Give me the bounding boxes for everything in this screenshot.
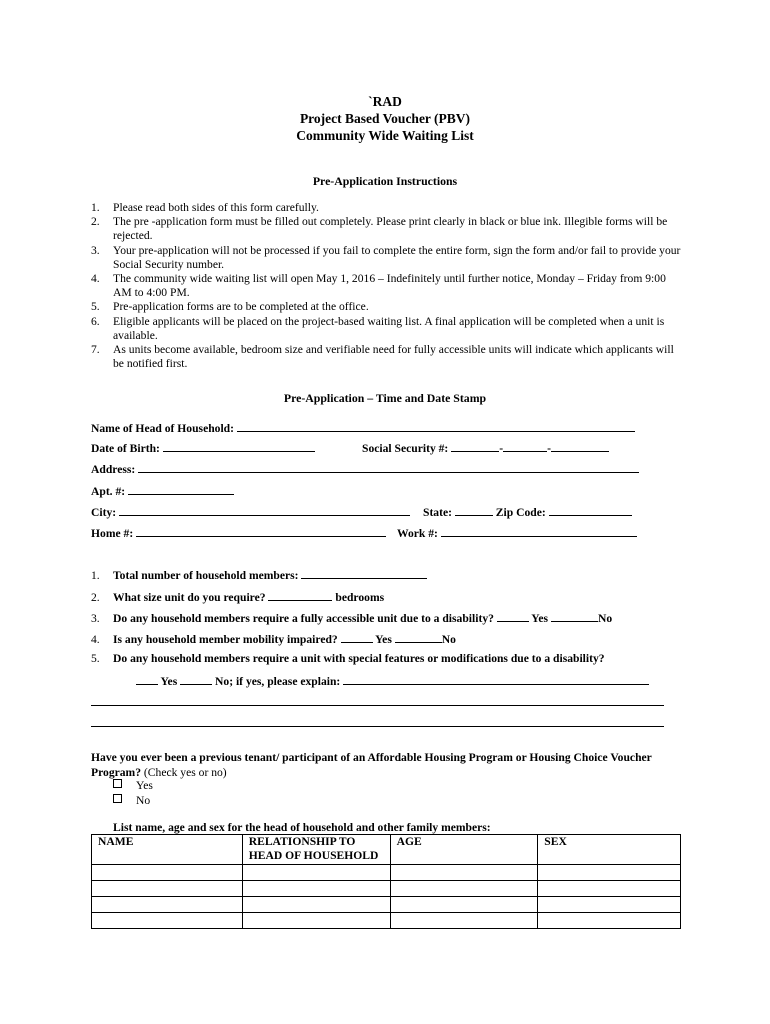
state-zip-row	[423, 504, 632, 519]
work-row	[397, 525, 637, 540]
state-field[interactable]	[455, 504, 493, 516]
instruction-num: 7.	[91, 343, 100, 357]
header-line-2: Project Based Voucher (PBV)	[299, 111, 471, 126]
apt-label: Apt. #:	[91, 485, 126, 498]
table-cell[interactable]	[390, 865, 538, 881]
question-5	[91, 652, 605, 665]
column-header: NAME	[92, 835, 243, 865]
mobility-yes-field[interactable]	[341, 631, 373, 643]
question-text: Do any household members require a fully accessible unit due to a disability?	[113, 612, 494, 625]
table-cell[interactable]	[390, 881, 538, 897]
home-row	[91, 525, 386, 540]
instruction-num: 4.	[91, 272, 100, 286]
ssn-field-3[interactable]	[551, 440, 609, 452]
previous-tenant-note: (Check yes or no)	[143, 765, 227, 779]
question-num: 4.	[91, 633, 100, 646]
city-field[interactable]	[119, 504, 410, 516]
table-row	[92, 865, 681, 881]
instruction-num: 1.	[91, 201, 100, 214]
column-header: AGE	[390, 835, 538, 865]
accessible-no-field[interactable]	[551, 610, 598, 622]
ssn-dash: -	[547, 442, 551, 455]
checkbox-icon[interactable]	[113, 779, 122, 788]
head-of-household-field[interactable]	[237, 420, 635, 432]
instruction-num: 2.	[91, 215, 100, 229]
table-cell[interactable]	[242, 913, 390, 929]
table-cell[interactable]	[92, 913, 243, 929]
table-cell[interactable]	[538, 881, 681, 897]
accessible-yes-field[interactable]	[497, 610, 529, 622]
instruction-text: Your pre-application will not be processed if you fail to complete the entire form, sign the form and/or fail to provide your Social Security number.	[113, 243, 681, 271]
question-num: 5.	[91, 652, 100, 665]
yes-label: Yes	[160, 675, 178, 688]
stamp-heading: Pre-Application – Time and Date Stamp	[283, 391, 487, 405]
table-cell[interactable]	[538, 913, 681, 929]
table-cell[interactable]	[242, 897, 390, 913]
address-row	[91, 461, 639, 476]
instruction-item	[91, 215, 683, 243]
family-table	[91, 834, 681, 929]
question-4	[91, 631, 456, 646]
question-text: Is any household member mobility impaired?	[113, 633, 338, 646]
ssn-field-1[interactable]	[451, 440, 499, 452]
apt-row	[91, 483, 234, 498]
dob-field[interactable]	[163, 440, 315, 452]
no-label: No	[597, 612, 613, 625]
instruction-item	[91, 300, 683, 314]
question-5-answer-row	[136, 673, 649, 688]
mobility-no-field[interactable]	[395, 631, 442, 643]
instruction-text: As units become available, bedroom size and verifiable need for fully accessible units will indicate which applicants will be notified first.	[113, 343, 674, 371]
instruction-item	[91, 315, 683, 343]
previous-tenant-option-yes[interactable]	[113, 779, 153, 792]
previous-tenant-text: Have you ever been a previous tenant/ participant of an Affordable Housing Program or Housing Choice Voucher Program?	[91, 751, 652, 779]
ssn-field-2[interactable]	[503, 440, 547, 452]
question-num: 3.	[91, 612, 100, 625]
yes-label: Yes	[531, 612, 549, 625]
table-cell[interactable]	[242, 865, 390, 881]
header-line-1: `RAD	[368, 94, 402, 109]
ssn-dash: -	[499, 442, 504, 455]
table-row	[92, 881, 681, 897]
question-1	[91, 567, 427, 582]
dob-label: Date of Birth:	[91, 442, 160, 455]
zip-label: Zip Code:	[495, 506, 546, 519]
table-cell[interactable]	[242, 881, 390, 897]
address-label: Address:	[91, 463, 136, 476]
family-heading: List name, age and sex for the head of household and other family members:	[113, 821, 491, 834]
modifications-yes-field[interactable]	[136, 673, 158, 685]
table-row	[92, 897, 681, 913]
table-row	[92, 913, 681, 929]
question-text: Total number of household members:	[113, 569, 299, 582]
home-phone-label: Home #:	[91, 527, 134, 540]
previous-tenant-question	[91, 751, 683, 780]
ssn-label: Social Security #:	[362, 442, 449, 455]
table-cell[interactable]	[390, 913, 538, 929]
column-header: SEX	[538, 835, 681, 865]
question-3	[91, 610, 612, 625]
table-cell[interactable]	[92, 897, 243, 913]
question-text: Do any household members require a unit with special features or modifications due to a disability?	[113, 652, 605, 665]
no-explain-label: No; if yes, please explain:	[215, 675, 341, 688]
home-phone-field[interactable]	[136, 525, 386, 537]
yes-label: Yes	[375, 633, 392, 646]
instruction-num: 6.	[91, 314, 100, 328]
head-of-household-row	[91, 420, 635, 435]
explain-field[interactable]	[343, 673, 649, 685]
explain-line-1[interactable]	[91, 705, 664, 706]
work-phone-label: Work #:	[397, 527, 438, 540]
no-label: No	[441, 633, 456, 646]
ssn-row	[362, 440, 609, 455]
apt-field[interactable]	[128, 483, 234, 495]
unit-size-field[interactable]	[268, 589, 332, 601]
instructions-heading: Pre-Application Instructions	[312, 174, 458, 188]
instruction-text: The community wide waiting list will open May 1, 2016 – Indefinitely until further notice, Monday – Friday from 9:00 AM to 4:00 PM.	[113, 272, 666, 300]
instruction-text: Pre-application forms are to be completed at the office.	[113, 300, 369, 314]
header-line-3: Community Wide Waiting List	[296, 128, 474, 143]
question-num: 2.	[91, 591, 100, 604]
instruction-item	[91, 244, 683, 272]
modifications-no-field[interactable]	[180, 673, 212, 685]
head-of-household-label: Name of Head of Household:	[91, 422, 234, 435]
state-label: State:	[423, 506, 452, 519]
table-cell[interactable]	[390, 897, 538, 913]
city-row	[91, 504, 410, 519]
instruction-text: The pre -application form must be filled out completely. Please print clearly in black or blue ink. Illegible forms will be rejected.	[113, 215, 668, 243]
instruction-text: Eligible applicants will be placed on the project-based waiting list. A final application will be completed when a unit is available.	[113, 314, 665, 342]
question-text: What size unit do you require?	[113, 591, 266, 604]
explain-line-2[interactable]	[91, 726, 664, 727]
question-num: 1.	[91, 569, 100, 582]
table-header-row	[92, 835, 681, 865]
column-header: RELATIONSHIP TO HEAD OF HOUSEHOLD	[242, 835, 390, 865]
previous-tenant-option-no[interactable]	[113, 794, 150, 807]
zip-field[interactable]	[549, 504, 632, 516]
checkbox-icon[interactable]	[113, 794, 122, 803]
instruction-num: 3.	[91, 243, 100, 257]
table-cell[interactable]	[538, 897, 681, 913]
dob-row	[91, 440, 315, 455]
household-members-field[interactable]	[301, 567, 427, 579]
city-label: City:	[91, 506, 117, 519]
option-label: Yes	[136, 779, 153, 792]
work-phone-field[interactable]	[441, 525, 637, 537]
option-label: No	[136, 794, 151, 807]
table-cell[interactable]	[92, 881, 243, 897]
address-field[interactable]	[138, 461, 639, 473]
bedrooms-label: bedrooms	[335, 591, 385, 604]
table-cell[interactable]	[538, 865, 681, 881]
instruction-text: Please read both sides of this form carefully.	[113, 201, 319, 214]
instruction-num: 5.	[91, 300, 100, 314]
instruction-item	[91, 272, 683, 300]
table-cell[interactable]	[92, 865, 243, 881]
instruction-item	[91, 343, 683, 371]
instructions-list	[91, 201, 683, 371]
question-2	[91, 589, 384, 604]
instruction-item	[91, 201, 683, 215]
